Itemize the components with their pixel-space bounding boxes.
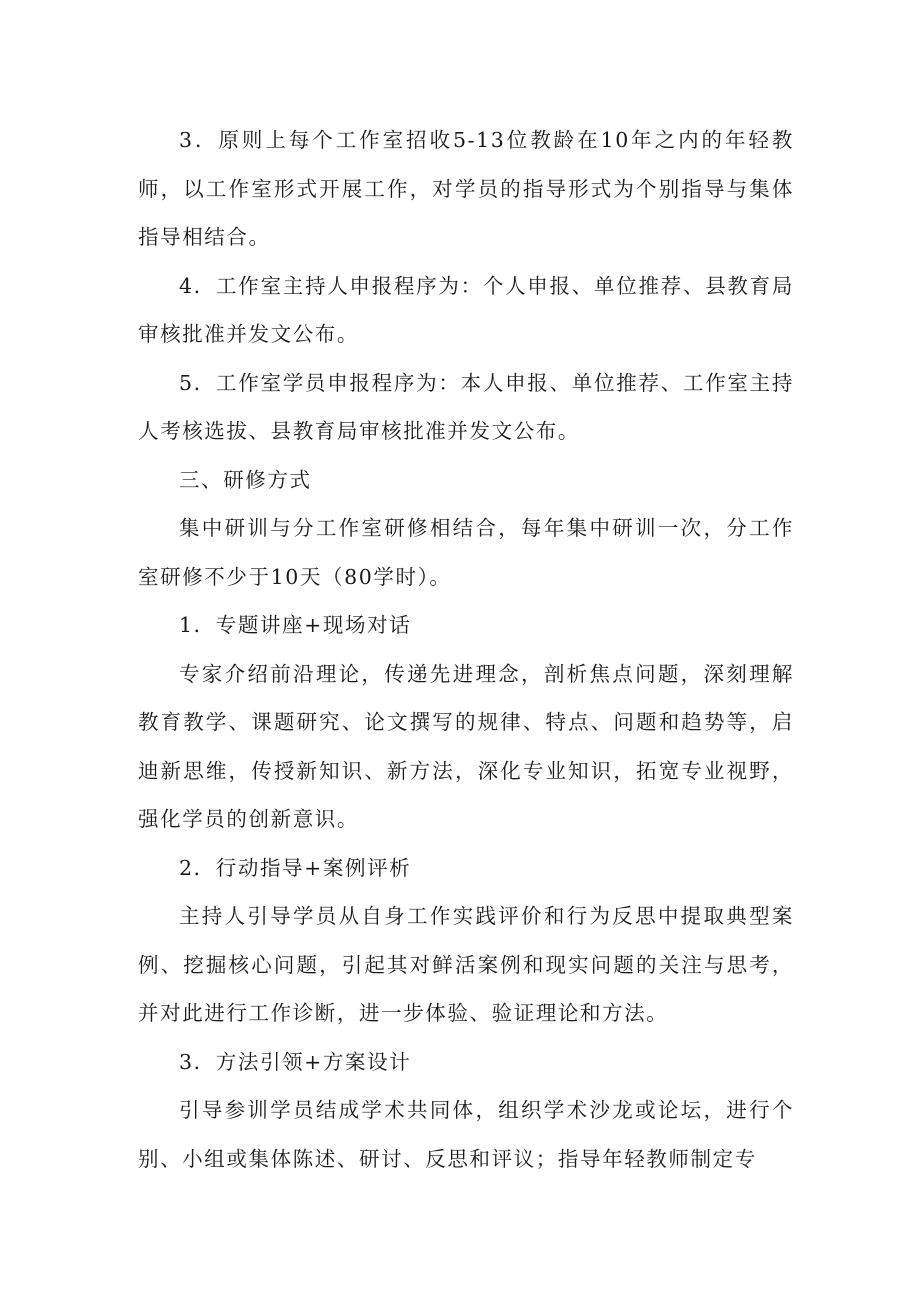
paragraph-method-2: 主持人引导学员从自身工作实践评价和行为反思中提取典型案例、挖掘核心问题，引起其对鲜活案例和现实问题的关注与思考，并对此进行工作诊断，进一步体验、验证理论和方法。 xyxy=(138,904,794,1025)
paragraph-item-5: 5．工作室学员申报程序为：本人申报、单位推荐、工作室主持人考核选拔、县教育局审核批准并发文公布。 xyxy=(138,370,794,443)
paragraph-method-1: 专家介绍前沿理论，传递先进理念，剖析焦点问题，深刻理解教育教学、课题研究、论文撰写的规律、特点、问题和趋势等，启迪新思维，传授新知识、新方法，深化专业知识，拓宽专业视野，强化学员的创新意识。 xyxy=(138,661,794,831)
paragraph-research-intro: 集中研训与分工作室研修相结合，每年集中研训一次，分工作室研修不少于10天（80学时）。 xyxy=(138,516,794,589)
document-page xyxy=(138,116,794,1183)
subheading-method-1: 1．专题讲座+现场对话 xyxy=(179,613,412,637)
subheading-method-2: 2．行动指导+案例评析 xyxy=(179,855,412,880)
paragraph-item-3: 3．原则上每个工作室招收5-13位教龄在10年之内的年轻教师，以工作室形式开展工作，对学员的指导形式为个别指导与集体指导相结合。 xyxy=(138,128,794,249)
paragraph-item-4: 4．工作室主持人申报程序为：个人申报、单位推荐、县教育局审核批准并发文公布。 xyxy=(138,273,794,346)
paragraph-method-3: 引导参训学员结成学术共同体，组织学术沙龙或论坛，进行个别、小组或集体陈述、研讨、反思和评议；指导年轻教师制定专 xyxy=(138,1098,794,1171)
subheading-method-3: 3．方法引领+方案设计 xyxy=(179,1049,412,1074)
section-heading-research-methods: 三、研修方式 xyxy=(179,467,312,492)
